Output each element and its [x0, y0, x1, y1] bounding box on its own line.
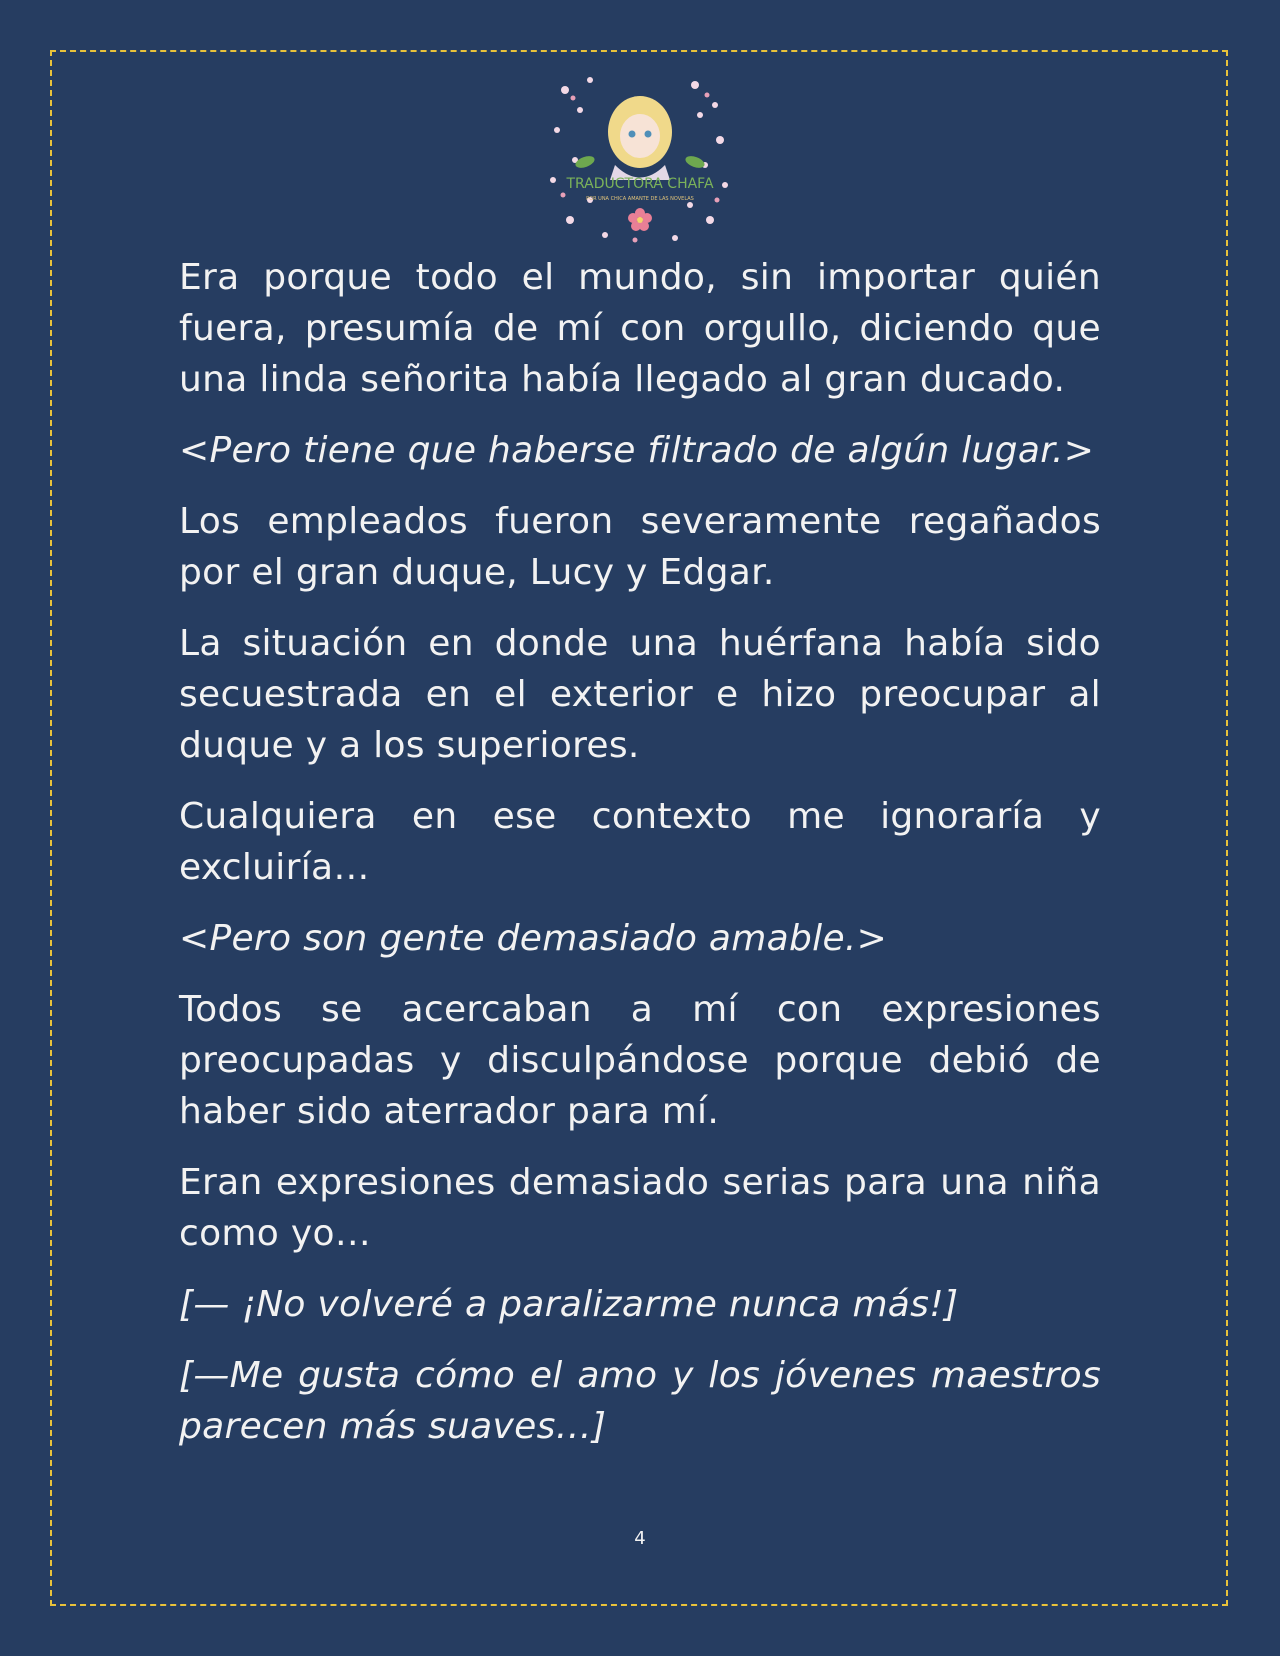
paragraph: La situación en donde una huérfana había sido secuestrada en el exterior e hizo preocupar al duque y a los superiores.	[179, 623, 1101, 766]
translator-logo	[545, 70, 735, 250]
paragraph: Era porque todo el mundo, sin importar quién fuera, presumía de mí con orgullo, diciendo que una linda señorita había llegado al gran ducado.	[179, 257, 1101, 400]
flower-icon	[628, 208, 652, 231]
paragraph-dialogue: [—Me gusta cómo el amo y los jóvenes maestros parecen más suaves…]	[179, 1355, 1101, 1447]
paragraph: Eran expresiones demasiado serias para una niña como yo…	[179, 1162, 1101, 1254]
page-number: 4	[634, 1528, 646, 1549]
paragraph: Los empleados fueron severamente regañados por el gran duque, Lucy y Edgar.	[179, 501, 1101, 593]
logo-title: TRADUCTORA CHAFA	[566, 176, 714, 192]
paragraph: Cualquiera en ese contexto me ignoraría y excluiría…	[179, 796, 1101, 888]
paragraph-thought: <Pero son gente demasiado amable.>	[179, 918, 888, 959]
paragraph: Todos se acercaban a mí con expresiones preocupadas y disculpándose porque debió de haber sido aterrador para mí.	[179, 989, 1101, 1132]
paragraph-dialogue: [— ¡No volveré a paralizarme nunca más!]	[179, 1284, 959, 1325]
paragraph-thought: <Pero tiene que haberse filtrado de algún lugar.>	[179, 430, 1095, 471]
body-text	[179, 252, 1101, 1472]
logo-subtitle: POR UNA CHICA AMANTE DE LAS NOVELAS	[586, 196, 694, 202]
